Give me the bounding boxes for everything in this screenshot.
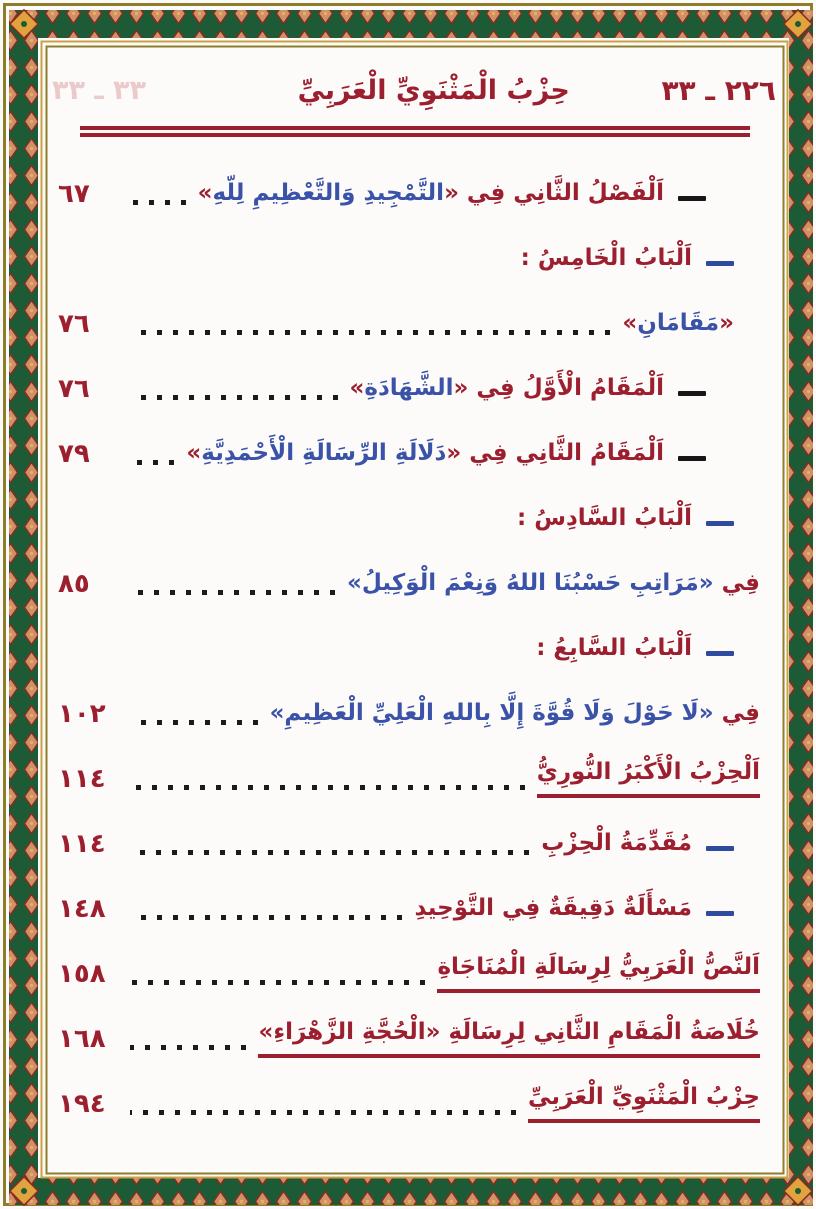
toc-entry: [58, 551, 760, 616]
entry-text-segment: اَلْفَصْلُ الثَّانِي فِي «: [444, 180, 664, 207]
entry-title: [622, 310, 734, 336]
entry-text-segment: مَقَامَانِ: [637, 310, 720, 337]
entry-page-number: ٧٩: [58, 438, 90, 469]
entry-text-segment: اَلْبَابُ السَّادِسُ :: [517, 505, 692, 532]
dot-leader: [130, 590, 335, 595]
entry-title: [270, 700, 760, 726]
dot-leader: [130, 850, 529, 855]
toc-entry: [58, 1006, 760, 1071]
entry-dash-marker: [706, 261, 734, 266]
entry-text-segment: التَّمْجِيدِ وَالتَّعْظِيمِ لِلّهِ: [212, 180, 445, 207]
dot-leader: [130, 1045, 246, 1050]
dot-leader: [130, 1110, 516, 1115]
entry-title: [541, 830, 692, 856]
entry-dash-marker: [706, 911, 734, 916]
entry-text-segment: «مَرَاتِبِ حَسْبُنَا اللهُ وَنِعْمَ الْوَكِيلُ»: [347, 570, 714, 597]
entry-dash-marker: [706, 846, 734, 851]
dot-leader: [130, 915, 402, 920]
entry-text-segment: «: [719, 310, 734, 337]
entry-page-number: ١١٤: [58, 763, 106, 794]
page-header: [48, 62, 782, 118]
dot-leader: [130, 395, 338, 400]
entry-page-number: ١٦٨: [58, 1023, 106, 1054]
entry-title: [437, 954, 760, 993]
entry-text-segment: »: [622, 310, 638, 337]
entry-text-segment: فِي: [713, 570, 760, 597]
entry-title: [258, 1019, 760, 1058]
header-faint-numbers: ٣٣ ـ ٣٣: [52, 74, 146, 106]
entry-text-segment: «لَا حَوْلَ وَلَا قُوَّةَ إِلَّا بِاللهِ الْعَلِيِّ الْعَظِيمِ»: [269, 700, 714, 727]
entry-text-segment: فِي: [713, 700, 760, 727]
entry-title: [521, 245, 692, 271]
entry-page-number: ١٤٨: [58, 893, 106, 924]
page-content: [48, 48, 782, 1167]
entry-page-number: ٦٧: [58, 178, 90, 209]
entry-page-number: ٧٦: [58, 373, 90, 404]
entry-text-segment: اَلْبَابُ الْخَامِسُ :: [520, 245, 692, 272]
toc-entry: [58, 356, 760, 421]
entry-text-segment: »: [349, 375, 365, 402]
toc-entry: [58, 811, 760, 876]
entry-text-segment: اَلْمَقَامُ الثَّانِي فِي «: [446, 440, 664, 467]
entry-page-number: ٧٦: [58, 308, 90, 339]
dot-leader: [130, 200, 186, 205]
entry-dash-marker: [706, 651, 734, 656]
entry-text-segment: اَلْحِزْبُ الْأَكْبَرُ النُّورِيُّ: [536, 758, 760, 785]
toc-entry: [58, 1071, 760, 1136]
toc-entry: [58, 746, 760, 811]
dot-leader: [130, 785, 525, 790]
entry-page-number: ١٠٢: [58, 698, 106, 729]
entry-text-segment: حِزْبُ الْمَثْنَوِيِّ الْعَرَبِيِّ: [528, 1083, 760, 1110]
table-of-contents: [48, 161, 782, 1136]
toc-entry: [58, 616, 760, 681]
entry-title: [528, 1084, 760, 1123]
header-page-range: ٢٢٦ ـ ٣٣: [661, 73, 776, 107]
toc-entry: [58, 941, 760, 1006]
entry-text-segment: اَلْمَقَامُ الْأَوَّلُ فِي «: [453, 375, 664, 402]
entry-text-segment: مُقَدِّمَةُ الْحِزْبِ: [541, 830, 692, 857]
entry-text-segment: دَلَالَةِ الرِّسَالَةِ الْأَحْمَدِيَّةِ: [201, 440, 447, 467]
entry-title: [198, 180, 664, 206]
toc-entry: [58, 486, 760, 551]
entry-text-segment: اَلنَّصُّ الْعَرَبِيُّ لِرِسَالَةِ الْمُنَاجَاةِ: [437, 953, 760, 980]
toc-entry: [58, 876, 760, 941]
page-title: حِزْبُ الْمَثْنَوِيِّ الْعَرَبِيِّ: [297, 74, 570, 106]
entry-text-segment: »: [186, 440, 202, 467]
entry-title: [536, 635, 692, 661]
toc-entry: [58, 421, 760, 486]
entry-title: [347, 570, 760, 596]
entry-text-segment: مَسْأَلَةٌ دَقِيقَةٌ فِي التَّوْحِيدِ: [414, 895, 692, 922]
entry-title: [414, 895, 692, 921]
toc-entry: [58, 161, 760, 226]
entry-text-segment: اَلْبَابُ السَّابِعُ :: [536, 635, 692, 662]
dot-leader: [130, 720, 258, 725]
entry-page-number: ١٩٤: [58, 1088, 106, 1119]
entry-dash-marker: [706, 521, 734, 526]
entry-page-number: ١٥٨: [58, 958, 106, 989]
toc-entry: [58, 226, 760, 291]
entry-text-segment: الشَّهَادَةِ: [364, 375, 454, 402]
entry-page-number: ٨٥: [58, 568, 90, 599]
toc-entry: [58, 681, 760, 746]
entry-page-number: ١١٤: [58, 828, 106, 859]
dot-leader: [130, 980, 425, 985]
dot-leader: [130, 460, 174, 465]
entry-dash-marker: [678, 196, 706, 201]
entry-title: [350, 375, 664, 401]
entry-title: [186, 440, 664, 466]
entry-dash-marker: [678, 456, 706, 461]
double-rule: [80, 126, 750, 137]
entry-text-segment: خُلَاصَةُ الْمَقَامِ الثَّانِي لِرِسَالَةِ «الْحُجَّةِ الزَّهْرَاءِ»: [258, 1018, 760, 1045]
toc-entry: [58, 291, 760, 356]
entry-dash-marker: [678, 391, 706, 396]
entry-text-segment: »: [197, 180, 213, 207]
entry-title: [537, 759, 760, 798]
dot-leader: [130, 330, 610, 335]
entry-title: [517, 505, 692, 531]
